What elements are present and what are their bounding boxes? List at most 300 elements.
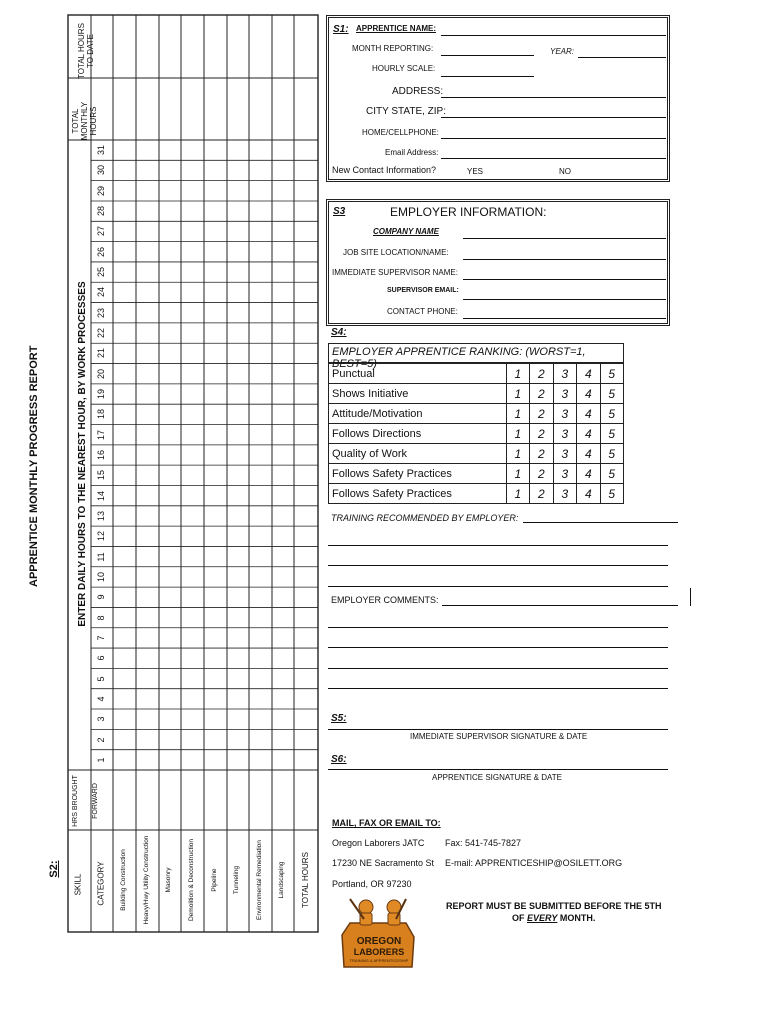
hours-cell[interactable]: [204, 282, 227, 302]
hours-cell[interactable]: [204, 607, 227, 627]
hours-cell[interactable]: [136, 628, 159, 648]
hours-cell[interactable]: [272, 425, 294, 445]
hours-cell[interactable]: [136, 485, 159, 505]
hours-cell[interactable]: [272, 221, 294, 241]
hours-cell[interactable]: [272, 160, 294, 180]
hours-cell[interactable]: [113, 242, 136, 262]
hours-cell[interactable]: [113, 689, 136, 709]
hours-cell[interactable]: [204, 140, 227, 160]
hours-cell[interactable]: [227, 506, 249, 526]
year-field[interactable]: [578, 57, 666, 58]
hours-cell[interactable]: [136, 709, 159, 729]
hours-cell[interactable]: [294, 181, 318, 201]
hours-cell[interactable]: [113, 648, 136, 668]
ranking-score-option[interactable]: 5: [600, 464, 623, 484]
hours-cell[interactable]: [272, 140, 294, 160]
hours-cell[interactable]: [159, 425, 181, 445]
hours-cell[interactable]: [159, 526, 181, 546]
hours-cell[interactable]: [204, 546, 227, 566]
hours-cell[interactable]: [272, 485, 294, 505]
ranking-score-option[interactable]: 2: [530, 424, 553, 444]
hours-cell[interactable]: [159, 729, 181, 749]
hours-cell[interactable]: [227, 404, 249, 424]
hours-cell[interactable]: [249, 201, 272, 221]
hours-cell[interactable]: [181, 465, 204, 485]
hours-cell[interactable]: [136, 323, 159, 343]
hours-cell[interactable]: [181, 181, 204, 201]
hours-cell[interactable]: [113, 546, 136, 566]
hours-cell[interactable]: [227, 546, 249, 566]
hours-cell[interactable]: [249, 729, 272, 749]
hours-cell[interactable]: [294, 140, 318, 160]
hours-cell[interactable]: [294, 689, 318, 709]
hours-cell[interactable]: [272, 709, 294, 729]
hours-cell[interactable]: [181, 343, 204, 363]
hours-cell[interactable]: [136, 648, 159, 668]
hours-cell[interactable]: [294, 607, 318, 627]
hours-cell[interactable]: [294, 221, 318, 241]
company-name-field[interactable]: [463, 238, 666, 239]
hours-cell[interactable]: [159, 323, 181, 343]
ranking-score-option[interactable]: 3: [553, 404, 576, 424]
ranking-score-option[interactable]: 5: [600, 364, 623, 384]
ranking-score-option[interactable]: 2: [530, 404, 553, 424]
hours-cell[interactable]: [136, 140, 159, 160]
email-field[interactable]: [441, 158, 666, 159]
hours-cell[interactable]: [227, 709, 249, 729]
hours-cell[interactable]: [204, 160, 227, 180]
hours-cell[interactable]: [227, 384, 249, 404]
hours-cell[interactable]: [249, 485, 272, 505]
hours-cell[interactable]: [272, 628, 294, 648]
hours-cell[interactable]: [249, 648, 272, 668]
hours-cell[interactable]: [249, 628, 272, 648]
hours-cell[interactable]: [136, 242, 159, 262]
hours-cell[interactable]: [249, 262, 272, 282]
ranking-score-option[interactable]: 2: [530, 444, 553, 464]
training-field-2[interactable]: [328, 565, 668, 566]
hours-cell[interactable]: [113, 465, 136, 485]
hours-cell[interactable]: [136, 567, 159, 587]
hours-cell[interactable]: [113, 445, 136, 465]
ranking-score-option[interactable]: 2: [530, 464, 553, 484]
ranking-score-option[interactable]: 4: [577, 484, 600, 504]
hours-cell[interactable]: [249, 607, 272, 627]
hours-cell[interactable]: [272, 729, 294, 749]
hours-cell[interactable]: [136, 546, 159, 566]
hours-cell[interactable]: [204, 709, 227, 729]
ranking-score-option[interactable]: 4: [577, 424, 600, 444]
hours-cell[interactable]: [294, 404, 318, 424]
hours-cell[interactable]: [136, 384, 159, 404]
hours-cell[interactable]: [227, 465, 249, 485]
hours-cell[interactable]: [181, 242, 204, 262]
hours-cell[interactable]: [113, 364, 136, 384]
hours-cell[interactable]: [294, 506, 318, 526]
ranking-score-option[interactable]: 3: [553, 424, 576, 444]
hours-cell[interactable]: [204, 262, 227, 282]
ranking-score-option[interactable]: 4: [577, 404, 600, 424]
hours-cell[interactable]: [136, 506, 159, 526]
hours-cell[interactable]: [249, 282, 272, 302]
hours-cell[interactable]: [159, 262, 181, 282]
hours-cell[interactable]: [249, 323, 272, 343]
comments-field-3[interactable]: [328, 668, 668, 669]
ranking-score-option[interactable]: 1: [506, 444, 529, 464]
hours-cell[interactable]: [249, 242, 272, 262]
address-field[interactable]: [441, 97, 666, 98]
hours-cell[interactable]: [249, 364, 272, 384]
hours-cell[interactable]: [272, 750, 294, 770]
hours-cell[interactable]: [204, 729, 227, 749]
hours-cell[interactable]: [249, 404, 272, 424]
hours-cell[interactable]: [113, 181, 136, 201]
hours-cell[interactable]: [113, 323, 136, 343]
apprentice-signature-field[interactable]: [328, 769, 668, 770]
hours-cell[interactable]: [294, 668, 318, 688]
hours-cell[interactable]: [159, 465, 181, 485]
hours-cell[interactable]: [181, 750, 204, 770]
supervisor-email-field[interactable]: [463, 299, 666, 300]
hours-cell[interactable]: [272, 506, 294, 526]
hours-cell[interactable]: [113, 607, 136, 627]
ranking-score-option[interactable]: 5: [600, 384, 623, 404]
hours-cell[interactable]: [294, 242, 318, 262]
hours-cell[interactable]: [272, 546, 294, 566]
hours-cell[interactable]: [249, 221, 272, 241]
hours-cell[interactable]: [181, 506, 204, 526]
ranking-score-option[interactable]: 4: [577, 444, 600, 464]
hours-cell[interactable]: [204, 506, 227, 526]
hours-cell[interactable]: [181, 607, 204, 627]
hours-cell[interactable]: [204, 445, 227, 465]
hours-cell[interactable]: [294, 567, 318, 587]
hours-cell[interactable]: [294, 323, 318, 343]
hours-cell[interactable]: [159, 506, 181, 526]
hourly-scale-field[interactable]: [441, 76, 534, 77]
hours-cell[interactable]: [181, 485, 204, 505]
hours-cell[interactable]: [159, 546, 181, 566]
hours-cell[interactable]: [181, 262, 204, 282]
hours-cell[interactable]: [249, 526, 272, 546]
ranking-score-option[interactable]: 1: [506, 464, 529, 484]
hours-cell[interactable]: [181, 303, 204, 323]
hours-cell[interactable]: [181, 668, 204, 688]
hours-cell[interactable]: [294, 485, 318, 505]
new-contact-yes[interactable]: YES: [467, 167, 484, 176]
ranking-score-option[interactable]: 2: [530, 484, 553, 504]
hours-cell[interactable]: [159, 303, 181, 323]
hours-cell[interactable]: [181, 384, 204, 404]
hours-cell[interactable]: [159, 221, 181, 241]
hours-cell[interactable]: [159, 242, 181, 262]
hours-cell[interactable]: [159, 607, 181, 627]
hours-cell[interactable]: [181, 221, 204, 241]
hours-cell[interactable]: [113, 668, 136, 688]
hours-cell[interactable]: [159, 445, 181, 465]
hours-cell[interactable]: [159, 709, 181, 729]
ranking-score-option[interactable]: 5: [600, 404, 623, 424]
ranking-score-option[interactable]: 3: [553, 384, 576, 404]
hours-cell[interactable]: [159, 668, 181, 688]
hours-cell[interactable]: [136, 404, 159, 424]
hours-cell[interactable]: [249, 465, 272, 485]
supervisor-name-field[interactable]: [463, 279, 666, 280]
hours-cell[interactable]: [249, 181, 272, 201]
hours-cell[interactable]: [227, 567, 249, 587]
hours-cell[interactable]: [204, 526, 227, 546]
hours-cell[interactable]: [227, 668, 249, 688]
hours-cell[interactable]: [204, 465, 227, 485]
hours-cell[interactable]: [113, 506, 136, 526]
hours-cell[interactable]: [159, 181, 181, 201]
hours-cell[interactable]: [204, 689, 227, 709]
hours-cell[interactable]: [227, 140, 249, 160]
hours-cell[interactable]: [136, 425, 159, 445]
hours-cell[interactable]: [272, 303, 294, 323]
hours-cell[interactable]: [249, 750, 272, 770]
hours-cell[interactable]: [272, 262, 294, 282]
hours-cell[interactable]: [181, 425, 204, 445]
hours-cell[interactable]: [181, 628, 204, 648]
comments-field-4[interactable]: [328, 688, 668, 689]
ranking-score-option[interactable]: 1: [506, 484, 529, 504]
ranking-score-option[interactable]: 3: [553, 464, 576, 484]
ranking-score-option[interactable]: 4: [577, 384, 600, 404]
ranking-score-option[interactable]: 5: [600, 484, 623, 504]
hours-cell[interactable]: [181, 567, 204, 587]
ranking-score-option[interactable]: 2: [530, 384, 553, 404]
hours-cell[interactable]: [181, 140, 204, 160]
hours-cell[interactable]: [181, 729, 204, 749]
hours-cell[interactable]: [113, 160, 136, 180]
job-site-field[interactable]: [463, 259, 666, 260]
hours-cell[interactable]: [272, 567, 294, 587]
hours-cell[interactable]: [294, 546, 318, 566]
hours-cell[interactable]: [159, 404, 181, 424]
comments-field-0[interactable]: [442, 605, 678, 606]
hours-cell[interactable]: [113, 282, 136, 302]
hours-cell[interactable]: [272, 648, 294, 668]
hours-cell[interactable]: [159, 201, 181, 221]
hours-cell[interactable]: [294, 364, 318, 384]
hours-cell[interactable]: [272, 689, 294, 709]
hours-cell[interactable]: [227, 242, 249, 262]
hours-cell[interactable]: [272, 343, 294, 363]
ranking-score-option[interactable]: 3: [553, 484, 576, 504]
hours-cell[interactable]: [159, 567, 181, 587]
ranking-score-option[interactable]: 5: [600, 424, 623, 444]
hours-cell[interactable]: [272, 323, 294, 343]
hours-cell[interactable]: [227, 607, 249, 627]
hours-cell[interactable]: [204, 201, 227, 221]
hours-cell[interactable]: [113, 343, 136, 363]
hours-cell[interactable]: [204, 181, 227, 201]
hours-cell[interactable]: [113, 485, 136, 505]
hours-cell[interactable]: [294, 729, 318, 749]
hours-cell[interactable]: [136, 607, 159, 627]
hours-cell[interactable]: [136, 587, 159, 607]
hours-cell[interactable]: [204, 303, 227, 323]
hours-cell[interactable]: [204, 668, 227, 688]
hours-cell[interactable]: [294, 526, 318, 546]
hours-cell[interactable]: [294, 384, 318, 404]
ranking-score-option[interactable]: 1: [506, 384, 529, 404]
hours-cell[interactable]: [204, 648, 227, 668]
hours-cell[interactable]: [227, 485, 249, 505]
hours-cell[interactable]: [136, 262, 159, 282]
hours-cell[interactable]: [227, 262, 249, 282]
hours-cell[interactable]: [294, 445, 318, 465]
hours-cell[interactable]: [181, 160, 204, 180]
hours-cell[interactable]: [249, 587, 272, 607]
hours-cell[interactable]: [272, 384, 294, 404]
hours-cell[interactable]: [249, 303, 272, 323]
hours-cell[interactable]: [159, 364, 181, 384]
city-state-zip-field[interactable]: [441, 117, 666, 118]
hours-cell[interactable]: [159, 689, 181, 709]
ranking-score-option[interactable]: 1: [506, 364, 529, 384]
hours-cell[interactable]: [294, 750, 318, 770]
hours-cell[interactable]: [204, 587, 227, 607]
hours-cell[interactable]: [227, 201, 249, 221]
hours-cell[interactable]: [249, 384, 272, 404]
hours-cell[interactable]: [294, 709, 318, 729]
hours-cell[interactable]: [249, 343, 272, 363]
hours-cell[interactable]: [294, 262, 318, 282]
supervisor-signature-field[interactable]: [328, 729, 668, 730]
hours-cell[interactable]: [136, 729, 159, 749]
hours-cell[interactable]: [227, 689, 249, 709]
hours-cell[interactable]: [159, 282, 181, 302]
hours-cell[interactable]: [159, 343, 181, 363]
hours-cell[interactable]: [159, 750, 181, 770]
hours-cell[interactable]: [136, 526, 159, 546]
hours-cell[interactable]: [249, 506, 272, 526]
ranking-score-option[interactable]: 4: [577, 364, 600, 384]
hours-cell[interactable]: [227, 628, 249, 648]
hours-cell[interactable]: [204, 485, 227, 505]
hours-cell[interactable]: [272, 445, 294, 465]
hours-cell[interactable]: [272, 181, 294, 201]
hours-cell[interactable]: [227, 750, 249, 770]
hours-cell[interactable]: [249, 425, 272, 445]
hours-cell[interactable]: [113, 221, 136, 241]
hours-cell[interactable]: [249, 689, 272, 709]
hours-cell[interactable]: [136, 201, 159, 221]
hours-cell[interactable]: [113, 140, 136, 160]
ranking-score-option[interactable]: 2: [530, 364, 553, 384]
hours-cell[interactable]: [227, 343, 249, 363]
hours-cell[interactable]: [204, 425, 227, 445]
hours-cell[interactable]: [227, 445, 249, 465]
comments-field-1[interactable]: [328, 627, 668, 628]
hours-cell[interactable]: [227, 323, 249, 343]
hours-cell[interactable]: [181, 282, 204, 302]
hours-cell[interactable]: [136, 282, 159, 302]
ranking-score-option[interactable]: 3: [553, 364, 576, 384]
hours-cell[interactable]: [159, 384, 181, 404]
hours-cell[interactable]: [181, 445, 204, 465]
hours-cell[interactable]: [294, 587, 318, 607]
hours-cell[interactable]: [136, 221, 159, 241]
hours-cell[interactable]: [113, 567, 136, 587]
hours-cell[interactable]: [136, 343, 159, 363]
hours-cell[interactable]: [272, 526, 294, 546]
hours-cell[interactable]: [181, 709, 204, 729]
hours-cell[interactable]: [227, 425, 249, 445]
hours-cell[interactable]: [181, 404, 204, 424]
hours-cell[interactable]: [204, 750, 227, 770]
hours-cell[interactable]: [249, 709, 272, 729]
training-field-3[interactable]: [328, 586, 668, 587]
hours-cell[interactable]: [136, 750, 159, 770]
hours-cell[interactable]: [113, 526, 136, 546]
hours-cell[interactable]: [113, 587, 136, 607]
hours-cell[interactable]: [249, 668, 272, 688]
ranking-score-option[interactable]: 4: [577, 464, 600, 484]
hours-cell[interactable]: [294, 343, 318, 363]
training-field-1[interactable]: [328, 545, 668, 546]
hours-cell[interactable]: [181, 689, 204, 709]
hours-cell[interactable]: [294, 160, 318, 180]
hours-cell[interactable]: [136, 668, 159, 688]
hours-cell[interactable]: [294, 303, 318, 323]
hours-cell[interactable]: [227, 729, 249, 749]
hours-cell[interactable]: [136, 364, 159, 384]
hours-cell[interactable]: [249, 140, 272, 160]
hours-cell[interactable]: [204, 323, 227, 343]
hours-cell[interactable]: [249, 445, 272, 465]
hours-cell[interactable]: [227, 181, 249, 201]
hours-cell[interactable]: [159, 160, 181, 180]
hours-cell[interactable]: [294, 282, 318, 302]
hours-cell[interactable]: [136, 689, 159, 709]
hours-cell[interactable]: [204, 567, 227, 587]
hours-cell[interactable]: [204, 384, 227, 404]
hours-cell[interactable]: [272, 465, 294, 485]
hours-cell[interactable]: [159, 628, 181, 648]
hours-cell[interactable]: [181, 587, 204, 607]
hours-cell[interactable]: [159, 648, 181, 668]
hours-cell[interactable]: [181, 364, 204, 384]
hours-cell[interactable]: [113, 628, 136, 648]
new-contact-no[interactable]: NO: [559, 167, 571, 176]
hours-cell[interactable]: [227, 303, 249, 323]
hours-cell[interactable]: [294, 628, 318, 648]
hours-cell[interactable]: [181, 323, 204, 343]
hours-cell[interactable]: [181, 546, 204, 566]
mail-email[interactable]: E-mail: APPRENTICESHIP@OSILETT.ORG: [445, 858, 623, 868]
hours-cell[interactable]: [249, 546, 272, 566]
hours-cell[interactable]: [294, 201, 318, 221]
apprentice-name-field[interactable]: [441, 35, 666, 36]
hours-cell[interactable]: [294, 465, 318, 485]
hours-cell[interactable]: [159, 485, 181, 505]
hours-cell[interactable]: [249, 160, 272, 180]
hours-cell[interactable]: [159, 587, 181, 607]
training-field-0[interactable]: [523, 522, 678, 523]
hours-cell[interactable]: [227, 364, 249, 384]
hours-cell[interactable]: [113, 404, 136, 424]
ranking-score-option[interactable]: 5: [600, 444, 623, 464]
hours-cell[interactable]: [113, 750, 136, 770]
hours-cell[interactable]: [159, 140, 181, 160]
hours-cell[interactable]: [113, 729, 136, 749]
comments-field-2[interactable]: [328, 647, 668, 648]
hours-cell[interactable]: [204, 404, 227, 424]
ranking-score-option[interactable]: 1: [506, 424, 529, 444]
